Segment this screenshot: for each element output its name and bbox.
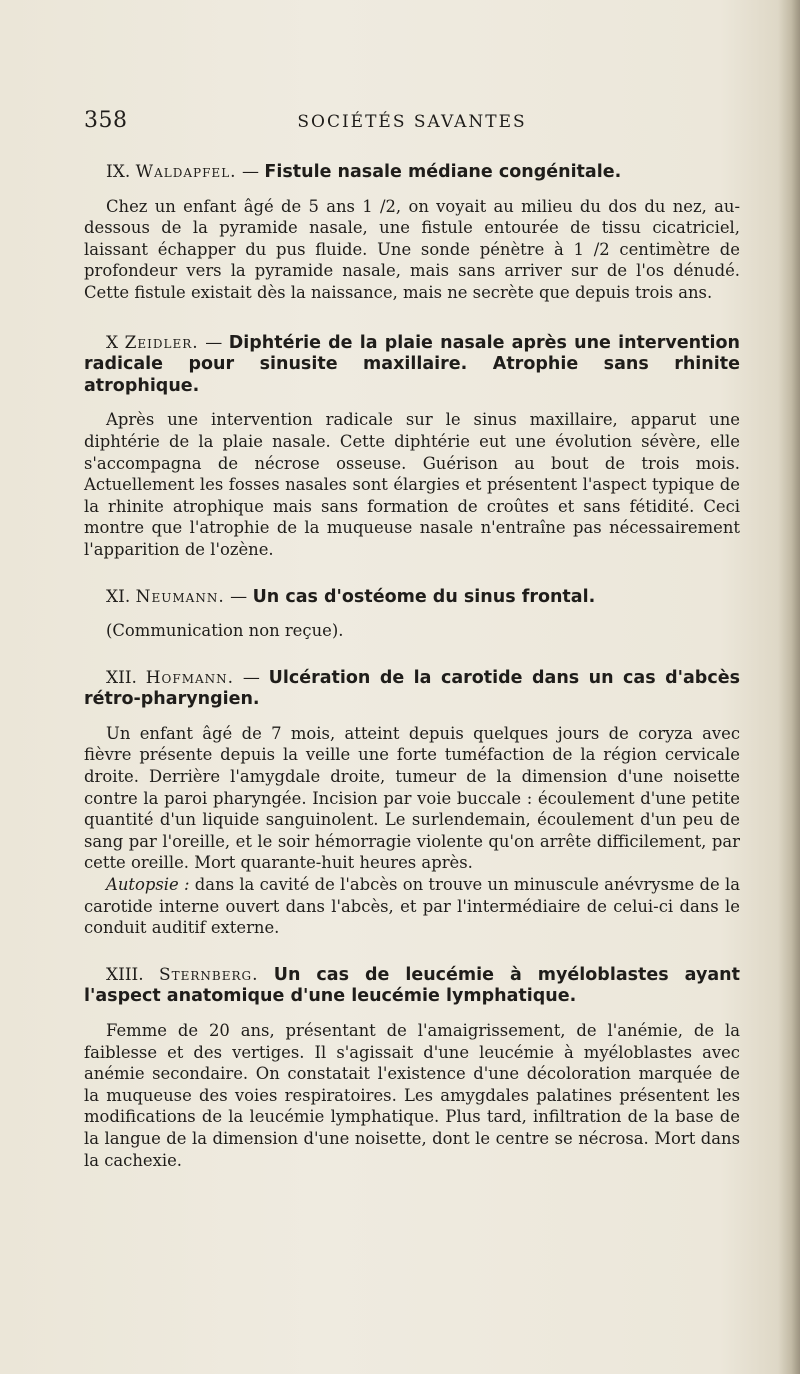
section-paragraph: Chez un enfant âgé de 5 ans 1 /2, on voyait au milieu du dos du nez, au-dessous de la pyramide nasale, une fistule entourée de tissu cicatriciel, laissant échapper du pus fluide. Une sonde pénètre à 1 /2 centimètre de profondeur vers la pyramide nasale, mais sans arriver sur de l'os dénudé. Cette fistule existait dès la naissance, mais ne secrète que depuis trois ans. — [84, 196, 740, 302]
heading-dash: — — [224, 586, 253, 607]
section-heading — [84, 587, 740, 609]
section-author: Zeidler. — [124, 332, 199, 353]
section-title: Un cas de leucémie à myéloblastes ayant l'aspect anatomique d'une leucémie lymphatique. — [84, 964, 740, 1007]
section-title: Un cas d'ostéome du sinus frontal. — [252, 586, 596, 607]
section-xi — [84, 587, 740, 642]
section-xii — [84, 668, 740, 939]
heading-dash: — — [198, 332, 229, 353]
section-ix — [84, 162, 740, 304]
section-title: Ulcération de la carotide dans un cas d'abcès rétro-pharyngien. — [84, 667, 740, 710]
page-body — [84, 162, 740, 1197]
section-number: XIII. — [106, 964, 144, 985]
page-number: 358 — [84, 108, 128, 133]
section-heading — [84, 668, 740, 711]
section-number: XI. — [106, 586, 131, 607]
section-title: Diphtérie de la plaie nasale après une intervention radicale pour sinusite maxillaire. Atrophie sans rhinite atrophique. — [84, 332, 740, 396]
heading-dash: — — [236, 162, 265, 182]
section-number: IX. — [106, 162, 131, 182]
section-title: Fistule nasale médiane congénitale. — [264, 162, 622, 182]
section-paragraph: Un enfant âgé de 7 mois, atteint depuis quelques jours de coryza avec fièvre présente depuis la veille une forte tuméfaction de la région cervicale droite. Derrière l'amygdale droite, tumeur de la dimension d'une noisette contre la paroi pharyngée. Incision par voie buccale : écoulement d'une petite quantité d'un liquide sanguinolent. Le surlendemain, écoulement d'un peu de sang par l'oreille, et le soir hémorragie violente qu'on arrête difficilement, par cette oreille. Mort quarante-huit heures après. — [84, 723, 740, 873]
section-x — [84, 333, 740, 561]
section-author: Sternberg. — [158, 964, 259, 985]
section-author: Neumann. — [135, 586, 225, 607]
section-paragraph: Après une intervention radicale sur le sinus maxillaire, apparut une diphtérie de la plaie nasale. Cette diphtérie eut une évolution sévère, elle s'accompagna de nécrose osseuse. Guérison au bout de trois mois. Actuellement les fosses nasales sont élargies et présentent l'aspect typique de la rhinite atrophique mais sans formation de croûtes et sans fétidité. Ceci montre que l'atrophie de la muqueuse nasale n'entraîne pas nécessairement l'apparition de l'ozène. — [84, 410, 740, 559]
section-heading — [84, 162, 740, 184]
section-heading — [84, 965, 740, 1008]
autopsy-paragraph — [84, 874, 740, 939]
running-head: SOCIÉTÉS SAVANTES — [297, 112, 527, 132]
section-xiii — [84, 965, 740, 1171]
heading-dash: — — [234, 667, 269, 688]
section-author: Waldapfel. — [135, 162, 237, 182]
autopsy-label: Autopsie : — [106, 875, 190, 895]
section-author: Hofmann. — [145, 667, 235, 688]
section-number: X — [106, 332, 119, 353]
autopsy-text: dans la cavité de l'abcès on trouve un minuscule anévrysme de la carotide interne ouvert dans l'abcès, et par l'intermédiaire de celui-ci dans le conduit auditif externe. — [84, 875, 740, 938]
page-header — [84, 108, 740, 142]
section-paragraph: Femme de 20 ans, présentant de l'amaigrissement, de l'anémie, de la faiblesse et des vertiges. Il s'agissait d'une leucémie à myéloblastes avec anémie secondaire. On constatait l'existence d'une décoloration marquée de la muqueuse des voies respiratoires. Les amygdales palatines présentent les modifications de la leucémie lymphatique. Plus tard, infiltration de la base de la langue de la dimension d'une noisette, dont le centre se nécrosa. Mort dans la cachexie. — [84, 1021, 740, 1170]
page-edge-shadow — [778, 0, 800, 1374]
heading-dash — [259, 965, 274, 985]
section-number: XII. — [106, 667, 137, 688]
section-heading — [84, 333, 740, 398]
section-paragraph: (Communication non reçue). — [106, 621, 344, 641]
